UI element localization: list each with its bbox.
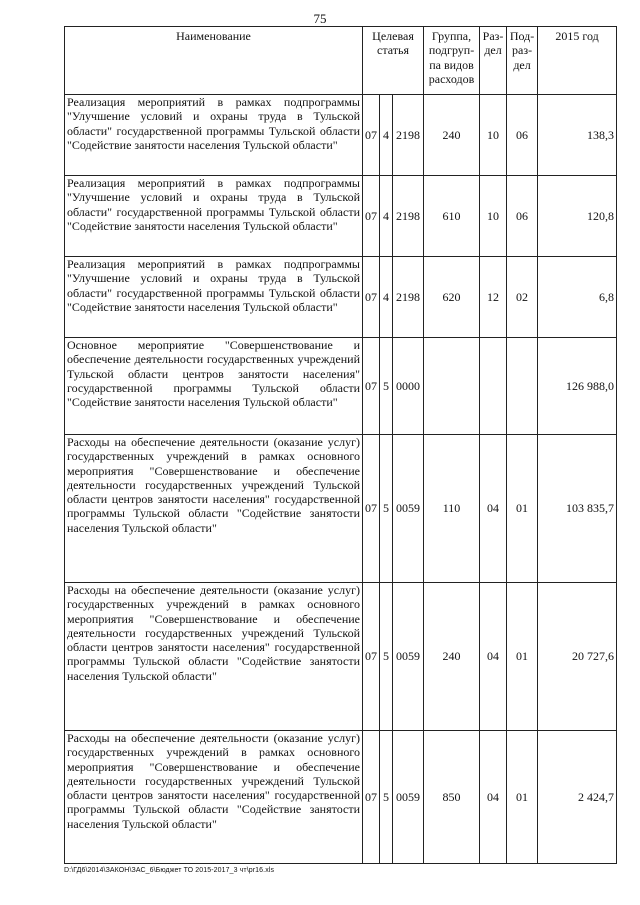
row-amount: 20 727,6 [538,583,617,731]
table-row [65,435,617,583]
row-group [424,338,480,435]
row-code-3: 2198 [393,95,424,176]
row-code-1: 07 [363,257,380,338]
row-name: Реализация мероприятий в рамках подпрограммы "Улучшение условий и охраны труда в Тульской области" государственной программы Тульской области "Содействие занятости населения Тульской области" [65,95,363,176]
row-code-2: 4 [380,176,393,257]
page-number: 75 [313,11,327,26]
row-amount: 126 988,0 [538,338,617,435]
row-group: 240 [424,583,480,731]
row-code-1: 07 [363,731,380,864]
header-name: Наименование [65,27,363,95]
row-code-3: 2198 [393,257,424,338]
row-amount: 103 835,7 [538,435,617,583]
row-group: 620 [424,257,480,338]
row-code-2: 5 [380,435,393,583]
row-code-2: 5 [380,583,393,731]
row-amount: 120,8 [538,176,617,257]
row-code-2: 4 [380,257,393,338]
table-row [65,176,617,257]
row-code-3: 2198 [393,176,424,257]
table-row [65,257,617,338]
row-code-3: 0059 [393,731,424,864]
budget-table [64,26,617,864]
header-group: Группа, подгруп-па видов расходов [424,27,480,95]
row-code-1: 07 [363,583,380,731]
row-code-3: 0059 [393,435,424,583]
row-section: 04 [480,583,507,731]
row-section: 10 [480,176,507,257]
header-section: Раз-дел [480,27,507,95]
row-code-2: 5 [380,338,393,435]
row-amount: 6,8 [538,257,617,338]
row-subsection: 02 [507,257,538,338]
row-group: 240 [424,95,480,176]
row-subsection [507,338,538,435]
row-code-3: 0000 [393,338,424,435]
row-code-2: 5 [380,731,393,864]
row-group: 610 [424,176,480,257]
row-subsection: 01 [507,435,538,583]
row-name: Реализация мероприятий в рамках подпрограммы "Улучшение условий и охраны труда в Тульской области" государственной программы Тульской области "Содействие занятости населения Тульской области" [65,176,363,257]
header-row [65,27,617,95]
row-code-2: 4 [380,95,393,176]
row-subsection: 06 [507,176,538,257]
table-row [65,338,617,435]
row-code-1: 07 [363,176,380,257]
row-name: Основное мероприятие "Совершенствование и обеспечение деятельности государственных учреждений Тульской области центров занятости населения" государственной программы Тульской области "Содействие занятости населения Тульской области" [65,338,363,435]
row-group: 110 [424,435,480,583]
row-amount: 2 424,7 [538,731,617,864]
row-section: 10 [480,95,507,176]
row-name: Реализация мероприятий в рамках подпрограммы "Улучшение условий и охраны труда в Тульской области" государственной программы Тульской области "Содействие занятости населения Тульской области" [65,257,363,338]
row-name: Расходы на обеспечение деятельности (оказание услуг) государственных учреждений в рамках основного мероприятия "Совершенствование и обеспечение деятельности государственных учреждений Тульской области центров занятости населения" государственной программы Тульской области "Содействие занятости населения Тульской области" [65,731,363,864]
row-subsection: 01 [507,731,538,864]
footer-file-path: D:\ГД6\2014\ЗАКОН\ЗАС_6\Бюджет ТО 2015-2017_3 чт\pr16.xls [64,867,275,874]
header-target-article: Целевая статья [363,27,424,95]
row-code-1: 07 [363,435,380,583]
row-name: Расходы на обеспечение деятельности (оказание услуг) государственных учреждений в рамках основного мероприятия "Совершенствование и обеспечение деятельности государственных учреждений Тульской области центров занятости населения" государственной программы Тульской области "Содействие занятости населения Тульской области" [65,583,363,731]
row-code-3: 0059 [393,583,424,731]
row-section: 12 [480,257,507,338]
table-row [65,95,617,176]
row-group: 850 [424,731,480,864]
row-subsection: 01 [507,583,538,731]
table-row [65,731,617,864]
header-year: 2015 год [538,27,617,95]
row-code-1: 07 [363,338,380,435]
header-subsection: Под-раз-дел [507,27,538,95]
row-amount: 138,3 [538,95,617,176]
table-row [65,583,617,731]
row-name: Расходы на обеспечение деятельности (оказание услуг) государственных учреждений в рамках основного мероприятия "Совершенствование и обеспечение деятельности государственных учреждений Тульской области центров занятости населения" государственной программы Тульской области "Содействие занятости населения Тульской области" [65,435,363,583]
row-section [480,338,507,435]
row-section: 04 [480,731,507,864]
row-code-1: 07 [363,95,380,176]
row-section: 04 [480,435,507,583]
row-subsection: 06 [507,95,538,176]
